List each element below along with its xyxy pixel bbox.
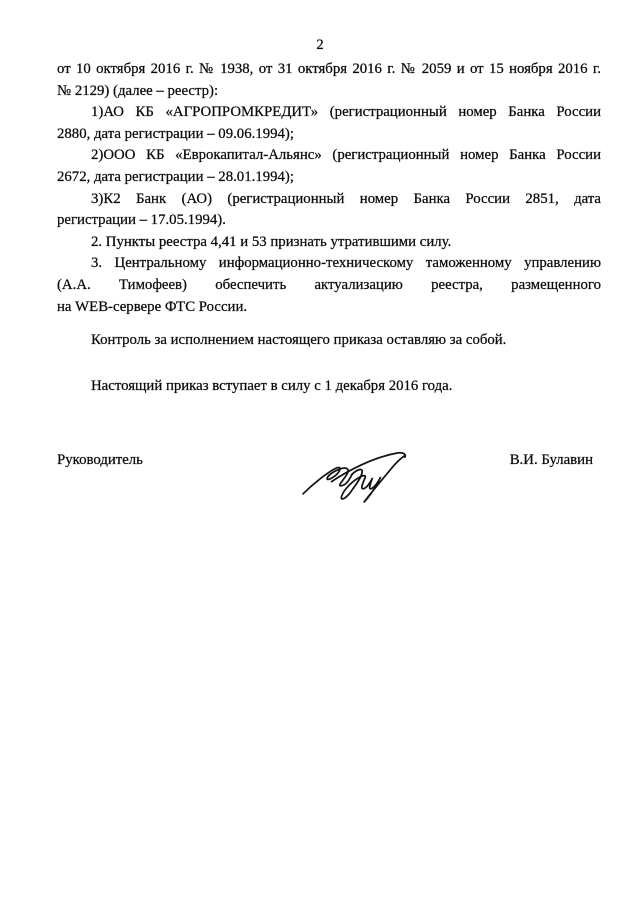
doc-line: на WEB-сервере ФТС России.: [57, 298, 248, 315]
paragraph-list-item-3: [57, 189, 601, 232]
signature-stroke-icon: [301, 447, 413, 504]
doc-line: от 10 октября 2016 г. № 1938, от 31 октября 2016 г. № 2059 и от 15 ноября 2016 г.: [57, 61, 601, 77]
paragraph-preamble-continuation: [57, 59, 601, 102]
doc-line: Настоящий приказ вступает в силу с 1 декабря 2016 года.: [91, 377, 453, 394]
doc-line: (А.А. Тимофеев) обеспечить актуализацию реестра, размещенного: [57, 276, 601, 293]
doc-line: 3. Центральному информационно-техническому таможенному управлению: [91, 255, 601, 272]
doc-line: 2672, дата регистрации – 28.01.1994);: [57, 168, 294, 185]
doc-line: регистрации – 17.05.1994).: [57, 212, 226, 229]
doc-line: № 2129) (далее – реестр):: [57, 82, 219, 99]
paragraph-control-clause: [57, 330, 601, 352]
paragraph-effective-date-clause: [57, 376, 601, 398]
signature-image: [301, 447, 413, 504]
paragraph-point-3: [57, 253, 601, 318]
doc-line: 2)ООО КБ «Еврокапитал-Альянс» (регистрационный номер Банка России: [91, 147, 601, 164]
doc-line: 2. Пункты реестра 4,41 и 53 признать утратившими силу.: [91, 233, 452, 250]
doc-line: 3)К2 Банк (АО) (регистрационный номер Банка России 2851, дата: [91, 190, 601, 207]
paragraph-list-item-1: [57, 102, 601, 145]
doc-line: Контроль за исполнением настоящего приказа оставляю за собой.: [91, 332, 507, 349]
paragraph-list-item-2: [57, 145, 601, 188]
page-number: 2: [316, 37, 324, 53]
paragraph-point-2: [57, 232, 601, 254]
document-body: [57, 59, 601, 520]
doc-line: 2880, дата регистрации – 09.06.1994);: [57, 125, 294, 142]
signer-name: В.И. Булавин: [509, 452, 593, 469]
signature-block: [57, 450, 601, 520]
position-title: Руководитель: [57, 452, 143, 469]
doc-line: 1)АО КБ «АГРОПРОМКРЕДИТ» (регистрационный номер Банка России: [91, 104, 601, 121]
